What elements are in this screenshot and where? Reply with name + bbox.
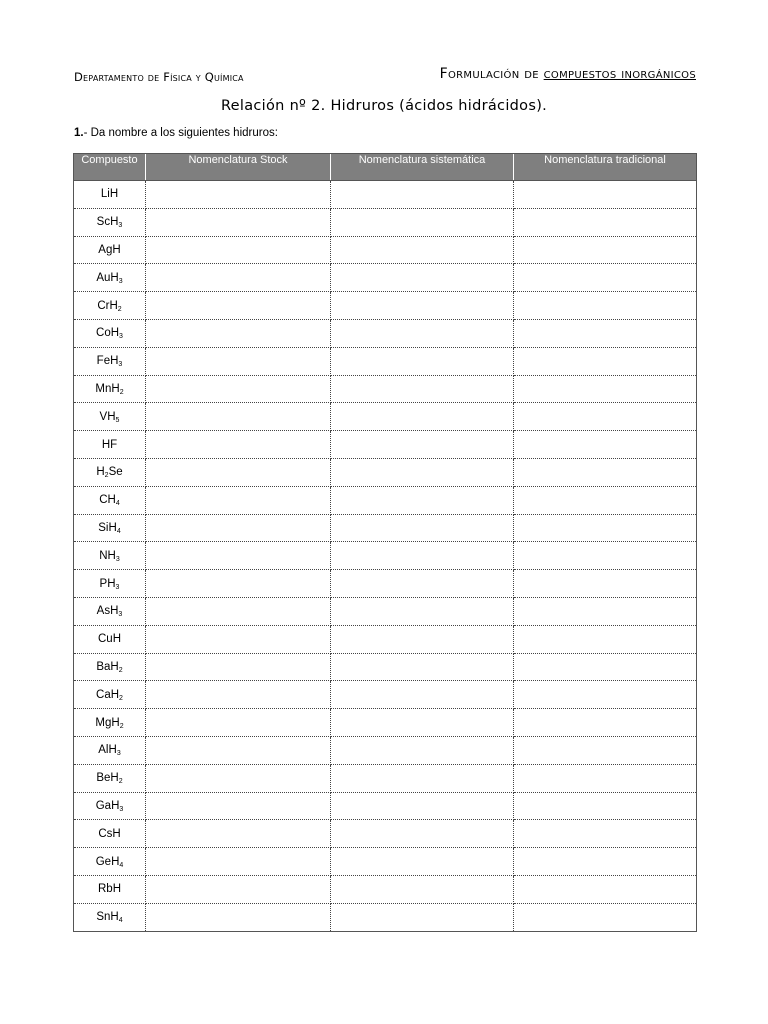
- formula-element: H: [109, 299, 118, 312]
- systematic-answer-cell[interactable]: [331, 736, 514, 764]
- table-row: [74, 375, 697, 403]
- title-topic: compuestos inorgánicos: [543, 66, 696, 82]
- stock-answer-cell[interactable]: [146, 208, 331, 236]
- stock-answer-cell[interactable]: [146, 736, 331, 764]
- compound-formula: [74, 431, 146, 459]
- compound-formula: [74, 764, 146, 792]
- stock-answer-cell[interactable]: [146, 848, 331, 876]
- compound-formula: [74, 736, 146, 764]
- traditional-answer-cell[interactable]: [514, 292, 697, 320]
- formula-element: H: [110, 216, 119, 229]
- compound-formula: [74, 236, 146, 264]
- formula-element: H: [107, 410, 116, 423]
- traditional-answer-cell[interactable]: [514, 514, 697, 542]
- table-row: [74, 681, 697, 709]
- traditional-answer-cell[interactable]: [514, 264, 697, 292]
- formula-element: N: [99, 549, 108, 562]
- formula-element: H: [112, 883, 121, 896]
- compound-formula: [74, 347, 146, 375]
- stock-answer-cell[interactable]: [146, 486, 331, 514]
- stock-answer-cell[interactable]: [146, 570, 331, 598]
- formula-subscript: 2: [119, 694, 123, 702]
- traditional-answer-cell[interactable]: [514, 903, 697, 931]
- formula-element: H: [110, 605, 119, 618]
- table-row: [74, 653, 697, 681]
- formula-element: H: [112, 827, 121, 840]
- formula-element: F: [110, 438, 118, 451]
- systematic-answer-cell[interactable]: [331, 681, 514, 709]
- formula-element: H: [108, 744, 117, 757]
- compound-formula: [74, 319, 146, 347]
- formula-subscript: 2: [117, 305, 122, 313]
- systematic-answer-cell[interactable]: [331, 875, 514, 903]
- formula-element: Ca: [96, 688, 111, 701]
- header-compound: Compuesto: [74, 154, 146, 181]
- stock-answer-cell[interactable]: [146, 597, 331, 625]
- formula-element: Ga: [95, 799, 112, 812]
- stock-answer-cell[interactable]: [146, 875, 331, 903]
- formula-element: Si: [98, 521, 109, 534]
- compound-formula: [74, 264, 146, 292]
- compound-formula: [74, 903, 146, 931]
- formula-subscript: 3: [118, 277, 123, 285]
- table-row: [74, 458, 697, 486]
- systematic-answer-cell[interactable]: [331, 208, 514, 236]
- formula-element: Sc: [96, 216, 111, 229]
- systematic-answer-cell[interactable]: [331, 625, 514, 653]
- compound-formula: [74, 625, 146, 653]
- stock-answer-cell[interactable]: [146, 514, 331, 542]
- formula-element: H: [101, 438, 111, 451]
- table-row: [74, 292, 697, 320]
- formula-element: H: [111, 855, 120, 868]
- systematic-answer-cell[interactable]: [331, 292, 514, 320]
- traditional-answer-cell[interactable]: [514, 820, 697, 848]
- formula-element: H: [110, 911, 119, 924]
- formula-subscript: 4: [115, 500, 120, 508]
- compound-formula: [74, 375, 146, 403]
- traditional-answer-cell[interactable]: [514, 736, 697, 764]
- formula-element: Mn: [95, 382, 112, 395]
- formula-subscript: 4: [116, 527, 121, 535]
- table-row: [74, 431, 697, 459]
- stock-answer-cell[interactable]: [146, 792, 331, 820]
- formula-element: H: [112, 633, 121, 646]
- compound-formula: [74, 514, 146, 542]
- question-prompt: [74, 127, 278, 139]
- stock-answer-cell[interactable]: [146, 625, 331, 653]
- formula-element: H: [111, 382, 120, 395]
- table-row: [74, 542, 697, 570]
- traditional-answer-cell[interactable]: [514, 236, 697, 264]
- compound-formula: [74, 486, 146, 514]
- formula-element: P: [99, 577, 108, 590]
- formula-element: Ge: [95, 855, 112, 868]
- table-row: [74, 486, 697, 514]
- stock-answer-cell[interactable]: [146, 264, 331, 292]
- table-row: [74, 570, 697, 598]
- formula-element: H: [107, 494, 116, 507]
- compound-formula: [74, 181, 146, 209]
- compound-formula: [74, 820, 146, 848]
- systematic-answer-cell[interactable]: [331, 848, 514, 876]
- systematic-answer-cell[interactable]: [331, 264, 514, 292]
- compound-formula: [74, 875, 146, 903]
- formula-subscript: 4: [118, 917, 123, 925]
- systematic-answer-cell[interactable]: [331, 431, 514, 459]
- formula-element: H: [109, 188, 119, 201]
- formula-subscript: 3: [118, 361, 123, 369]
- compound-formula: [74, 709, 146, 737]
- formula-element: H: [110, 660, 119, 673]
- systematic-answer-cell[interactable]: [331, 903, 514, 931]
- formula-subscript: 3: [118, 611, 123, 619]
- formula-element: H: [108, 521, 117, 534]
- formula-subscript: 2: [118, 778, 123, 786]
- traditional-answer-cell[interactable]: [514, 792, 697, 820]
- stock-answer-cell[interactable]: [146, 181, 331, 209]
- traditional-answer-cell[interactable]: [514, 375, 697, 403]
- formula-element: Li: [100, 188, 110, 201]
- formula-element: V: [99, 410, 108, 423]
- systematic-answer-cell[interactable]: [331, 820, 514, 848]
- table-row: [74, 736, 697, 764]
- formula-subscript: 3: [116, 750, 121, 758]
- table-row: [74, 903, 697, 931]
- formula-element: H: [112, 243, 121, 256]
- worksheet-title: [440, 66, 696, 82]
- formula-subscript: 4: [119, 861, 124, 869]
- formula-subscript: 2: [118, 666, 123, 674]
- traditional-answer-cell[interactable]: [514, 486, 697, 514]
- table-row: [74, 347, 697, 375]
- stock-answer-cell[interactable]: [146, 431, 331, 459]
- traditional-answer-cell[interactable]: [514, 848, 697, 876]
- formula-subscript: 5: [115, 416, 120, 424]
- stock-answer-cell[interactable]: [146, 347, 331, 375]
- stock-answer-cell[interactable]: [146, 403, 331, 431]
- compound-formula: [74, 292, 146, 320]
- traditional-answer-cell[interactable]: [514, 764, 697, 792]
- stock-answer-cell[interactable]: [146, 681, 331, 709]
- stock-answer-cell[interactable]: [146, 236, 331, 264]
- formula-element: As: [96, 605, 111, 618]
- traditional-answer-cell[interactable]: [514, 347, 697, 375]
- compound-formula: [74, 597, 146, 625]
- traditional-answer-cell[interactable]: [514, 709, 697, 737]
- table-row: [74, 625, 697, 653]
- formula-element: H: [110, 271, 119, 284]
- formula-element: H: [110, 688, 120, 701]
- formula-element: Be: [96, 772, 111, 785]
- formula-subscript: 3: [118, 222, 123, 230]
- stock-answer-cell[interactable]: [146, 903, 331, 931]
- systematic-answer-cell[interactable]: [331, 792, 514, 820]
- formula-subscript: 3: [119, 805, 124, 813]
- department-label: Departamento de Física y Química: [74, 70, 244, 84]
- stock-answer-cell[interactable]: [146, 458, 331, 486]
- hydrides-table: [73, 153, 697, 932]
- traditional-answer-cell[interactable]: [514, 542, 697, 570]
- stock-answer-cell[interactable]: [146, 375, 331, 403]
- compound-formula: [74, 792, 146, 820]
- systematic-answer-cell[interactable]: [331, 514, 514, 542]
- systematic-answer-cell[interactable]: [331, 181, 514, 209]
- traditional-answer-cell[interactable]: [514, 458, 697, 486]
- title-prefix: Formulación de: [439, 66, 544, 82]
- formula-element: Sn: [96, 911, 111, 924]
- formula-element: H: [110, 327, 120, 340]
- traditional-answer-cell[interactable]: [514, 208, 697, 236]
- table-row: [74, 709, 697, 737]
- formula-subscript: 2: [104, 472, 109, 480]
- formula-element: H: [110, 355, 119, 368]
- systematic-answer-cell[interactable]: [331, 653, 514, 681]
- table-row: [74, 264, 697, 292]
- formula-subscript: 2: [119, 722, 124, 730]
- systematic-answer-cell[interactable]: [331, 570, 514, 598]
- formula-subscript: 3: [119, 333, 123, 341]
- systematic-answer-cell[interactable]: [331, 236, 514, 264]
- formula-element: Mg: [95, 716, 112, 729]
- compound-formula: [74, 653, 146, 681]
- formula-element: Co: [96, 327, 111, 340]
- stock-answer-cell[interactable]: [146, 653, 331, 681]
- systematic-answer-cell[interactable]: [331, 486, 514, 514]
- traditional-answer-cell[interactable]: [514, 181, 697, 209]
- formula-element: Al: [98, 744, 109, 757]
- formula-element: H: [107, 549, 116, 562]
- header-traditional: Nomenclatura tradicional: [514, 154, 697, 181]
- table-row: [74, 875, 697, 903]
- table-row: [74, 236, 697, 264]
- formula-element: Se: [108, 466, 123, 479]
- table-row: [74, 208, 697, 236]
- table-row: [74, 792, 697, 820]
- stock-answer-cell[interactable]: [146, 319, 331, 347]
- systematic-answer-cell[interactable]: [331, 709, 514, 737]
- formula-element: Cu: [97, 633, 113, 646]
- formula-element: H: [107, 577, 116, 590]
- systematic-answer-cell[interactable]: [331, 597, 514, 625]
- table-row: [74, 597, 697, 625]
- compound-formula: [74, 542, 146, 570]
- stock-answer-cell[interactable]: [146, 292, 331, 320]
- table-row: [74, 181, 697, 209]
- systematic-answer-cell[interactable]: [331, 319, 514, 347]
- formula-element: Rb: [97, 883, 113, 896]
- formula-element: H: [111, 799, 120, 812]
- table-body: [74, 181, 697, 932]
- systematic-answer-cell[interactable]: [331, 764, 514, 792]
- compound-formula: [74, 403, 146, 431]
- compound-formula: [74, 458, 146, 486]
- traditional-answer-cell[interactable]: [514, 875, 697, 903]
- traditional-answer-cell[interactable]: [514, 570, 697, 598]
- formula-element: H: [110, 772, 119, 785]
- traditional-answer-cell[interactable]: [514, 597, 697, 625]
- traditional-answer-cell[interactable]: [514, 319, 697, 347]
- table-row: [74, 764, 697, 792]
- table-row: [74, 403, 697, 431]
- formula-subscript: 3: [115, 555, 120, 563]
- systematic-answer-cell[interactable]: [331, 458, 514, 486]
- traditional-answer-cell[interactable]: [514, 681, 697, 709]
- systematic-answer-cell[interactable]: [331, 542, 514, 570]
- stock-answer-cell[interactable]: [146, 709, 331, 737]
- formula-subscript: 2: [119, 388, 124, 396]
- systematic-answer-cell[interactable]: [331, 403, 514, 431]
- table-row: [74, 319, 697, 347]
- formula-element: Fe: [96, 355, 111, 368]
- stock-answer-cell[interactable]: [146, 542, 331, 570]
- table-row: [74, 820, 697, 848]
- compound-formula: [74, 681, 146, 709]
- stock-answer-cell[interactable]: [146, 764, 331, 792]
- table-header-row: [74, 154, 697, 181]
- header-systematic: Nomenclatura sistemática: [331, 154, 514, 181]
- table-row: [74, 848, 697, 876]
- question-text: - Da nombre a los siguientes hidruros:: [83, 127, 278, 139]
- formula-element: Cr: [97, 299, 110, 312]
- page-header: [74, 66, 696, 88]
- traditional-answer-cell[interactable]: [514, 653, 697, 681]
- worksheet-subtitle: Relación nº 2. Hidruros (ácidos hidrácidos).: [220, 98, 548, 114]
- formula-element: Ba: [96, 660, 111, 673]
- compound-formula: [74, 570, 146, 598]
- compound-formula: [74, 208, 146, 236]
- header-stock: Nomenclatura Stock: [146, 154, 331, 181]
- question-number: 1.: [74, 127, 84, 139]
- formula-element: Ag: [98, 243, 113, 256]
- traditional-answer-cell[interactable]: [514, 625, 697, 653]
- table-row: [74, 514, 697, 542]
- systematic-answer-cell[interactable]: [331, 347, 514, 375]
- formula-element: Au: [96, 271, 111, 284]
- formula-element: H: [96, 466, 105, 479]
- formula-element: Cs: [98, 827, 113, 840]
- stock-answer-cell[interactable]: [146, 820, 331, 848]
- formula-element: H: [111, 716, 120, 729]
- traditional-answer-cell[interactable]: [514, 431, 697, 459]
- systematic-answer-cell[interactable]: [331, 375, 514, 403]
- formula-element: C: [99, 494, 108, 507]
- compound-formula: [74, 848, 146, 876]
- traditional-answer-cell[interactable]: [514, 403, 697, 431]
- formula-subscript: 3: [115, 583, 120, 591]
